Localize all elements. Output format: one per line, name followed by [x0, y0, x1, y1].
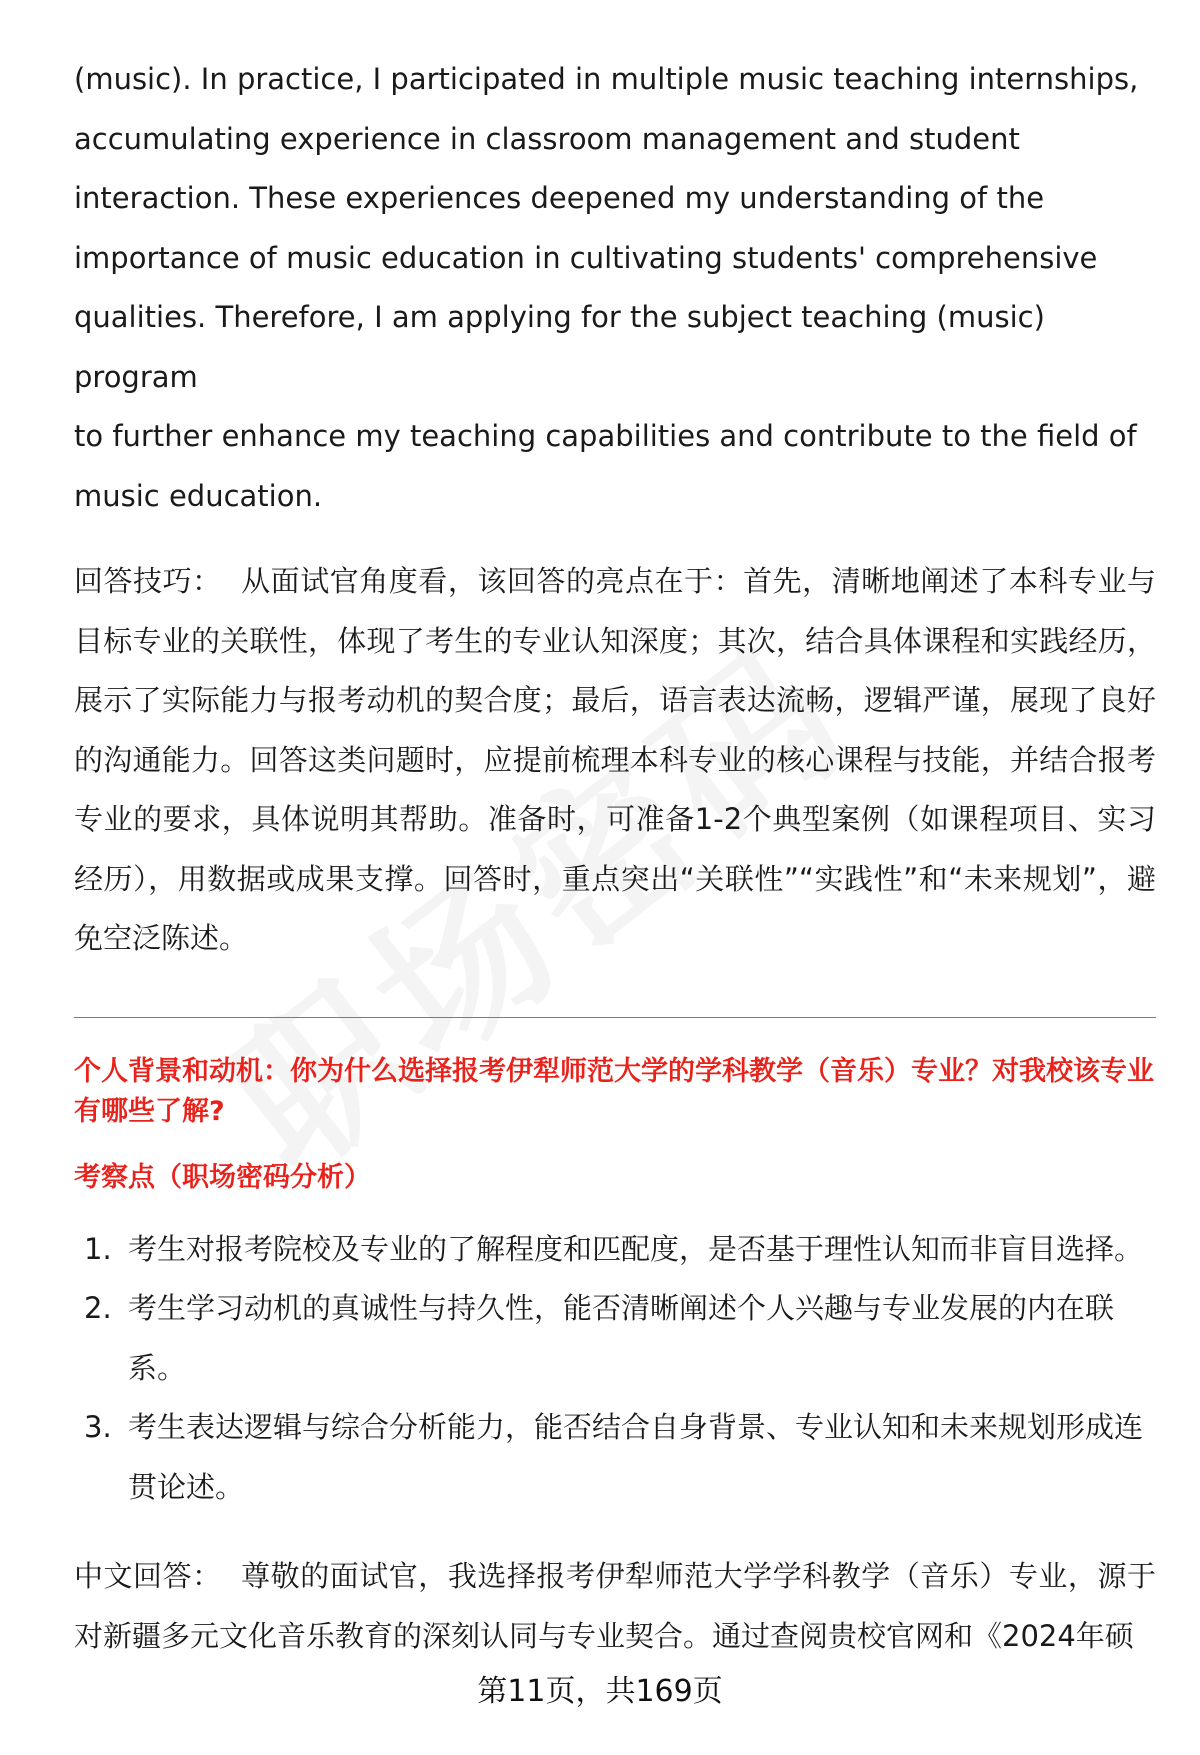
assessment-points-list: [74, 1220, 1156, 1518]
list-item-text: 考生表达逻辑与综合分析能力，能否结合自身背景、专业认知和未来规划形成连贯论述。: [128, 1410, 1144, 1504]
chinese-answer-label: 中文回答：: [74, 1559, 222, 1593]
list-item: [74, 1220, 1156, 1280]
assessment-heading: 考察点（职场密码分析）: [74, 1161, 371, 1193]
list-item-text: 考生对报考院校及专业的了解程度和匹配度，是否基于理性认知而非盲目选择。: [128, 1231, 1144, 1266]
list-item-number: 2.: [84, 1291, 112, 1325]
chinese-answer-text: 尊敬的面试官，我选择报考伊犁师范大学学科教学（音乐）专业，源于对新疆多元文化音乐教育的深刻认同与专业契合。通过查阅贵校官网和《2024年硕: [74, 1559, 1156, 1653]
list-item-number: 1.: [84, 1231, 112, 1266]
page-content: [74, 50, 1156, 1666]
list-item: [74, 1279, 1156, 1398]
question-title: 个人背景和动机：你为什么选择报考伊犁师范大学的学科教学（音乐）专业？对我校该专业有哪些了解?: [74, 1055, 1154, 1127]
page-number-footer: 第11页，共169页: [477, 1674, 723, 1709]
answer-tips-paragraph: [74, 552, 1156, 969]
answer-tips-text: 从面试官角度看，该回答的亮点在于：首先，清晰地阐述了本科专业与目标专业的关联性，体现了考生的专业认知深度；其次，结合具体课程和实践经历，展示了实际能力与报考动机的契合度；最后，语言表达流畅，逻辑严谨，展现了良好的沟通能力。回答这类问题时，应提前梳理本科专业的核心课程与技能，并结合报考专业的要求，具体说明其帮助。准备时，可准备1-2个典型案例（如课程项目、实习经历），用数据或成果支撑。回答时，重点突出“关联性”“实践性”和“未来规划”，避免空泛陈述。: [74, 564, 1156, 955]
chinese-answer-paragraph: [74, 1547, 1156, 1666]
list-item: [74, 1398, 1156, 1517]
section-divider: [74, 1017, 1156, 1018]
answer-tips-label: 回答技巧：: [74, 564, 222, 598]
list-item-text: 考生学习动机的真诚性与持久性，能否清晰阐述个人兴趣与专业发展的内在联系。: [128, 1291, 1115, 1385]
list-item-number: 3.: [84, 1410, 112, 1444]
english-answer-paragraph: (music). In practice, I participated in multiple music teaching internships, accumulating experience in classroom management and student interaction. These experiences deepened my understanding of the importance of music education in cultivating students' comprehensive qualities. Therefore, I am applying for the subject teaching (music) program to further enhance my teaching capabilities and contribute to the field of music education.: [74, 62, 1139, 513]
